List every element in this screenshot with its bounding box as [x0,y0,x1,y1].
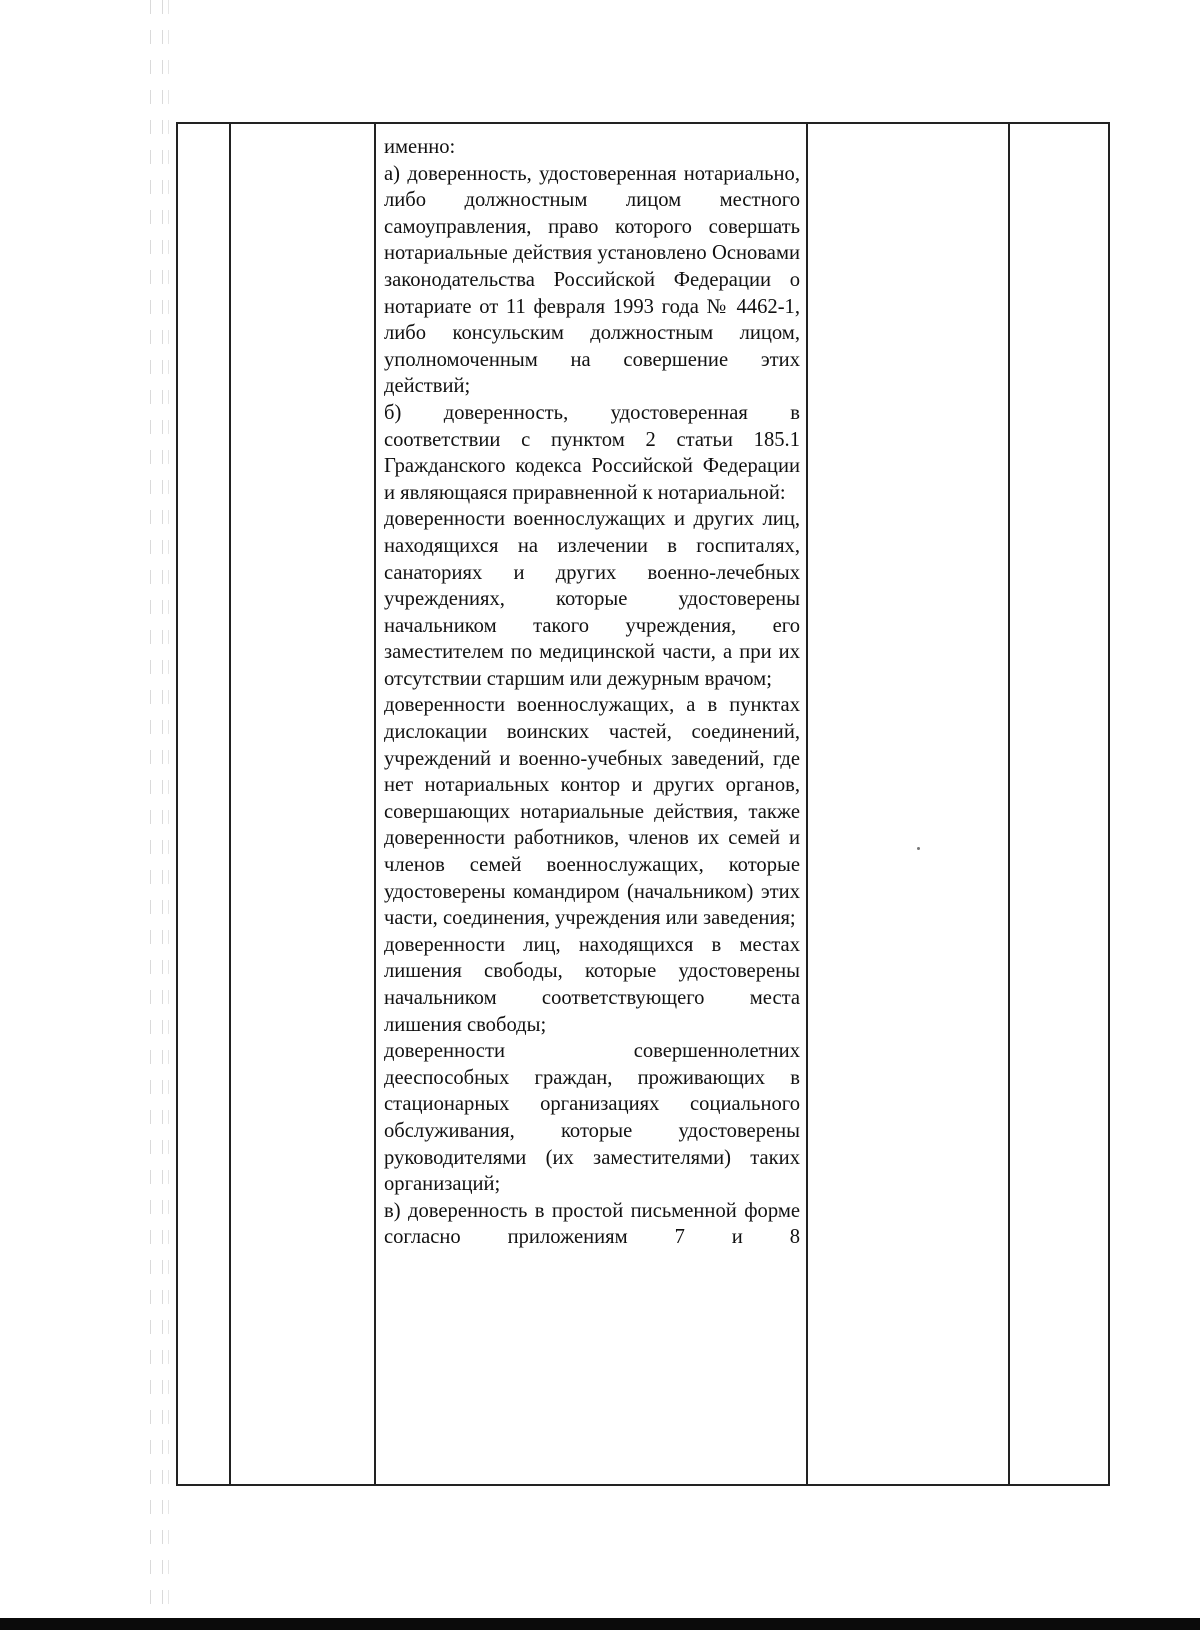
description-text [376,124,806,1251]
table-cell-description [375,123,807,1485]
paragraph: доверенности лиц, находящихся в местах лишения свободы, которые удостоверены начальником соответствующего места лишения свободы; [384,933,800,1036]
paragraph: доверенности военнослужащих, а в пунктах дислокации воинских частей, соединений, учреждений и военно-учебных заведений, где нет нотариальных контор и других органов, совершающих нотариальные действия, также доверенности работников, членов их семей и членов семей военнослужащих, которые удостоверены командиром (начальником) этих части, соединения, учреждения или заведения; [384,694,800,930]
table-row [177,123,1109,1485]
paragraph: именно: [384,136,456,158]
table-cell-name [230,123,375,1485]
paragraph: а) доверенность, удостоверенная нотариально, либо должностным лицом местного самоуправления, право которого совершать нотариальные действия установлено Основами законодательства Российской Федерации о нотариате от 11 февраля 1993 года № 4462-1, либо консульским должностным лицом, уполномоченным на совершение этих действий; [384,162,800,398]
table-cell-notes [1009,123,1109,1485]
paragraph: б) доверенность, удостоверенная в соответствии с пунктом 2 статьи 185.1 Гражданского кодекса Российской Федерации и являющаяся приравненной к нотариальной: [384,401,800,504]
paragraph: доверенности военнослужащих и других лиц, находящихся на излечении в госпиталях, санаториях и других военно-лечебных учреждениях, которые удостоверены начальником такого учреждения, его заместителем по медицинской части, а при их отсутствии старшим или дежурным врачом; [384,508,800,690]
document-table [176,122,1110,1486]
paragraph: в) доверенность в простой письменной форме согласно приложениям 7 и 8 [384,1199,800,1249]
scan-artifact-line [150,0,151,1630]
scan-artifact-line [168,0,169,1630]
table-cell-requirements [807,123,1009,1485]
paragraph: доверенности совершеннолетних дееспособных граждан, проживающих в стационарных организациях социального обслуживания, которые удостоверены руководителями (их заместителями) таких организаций; [384,1040,800,1196]
scan-bottom-edge [0,1618,1200,1630]
scan-artifact-line [162,0,163,1630]
scan-speck [917,847,920,850]
table-cell-number [177,123,230,1485]
